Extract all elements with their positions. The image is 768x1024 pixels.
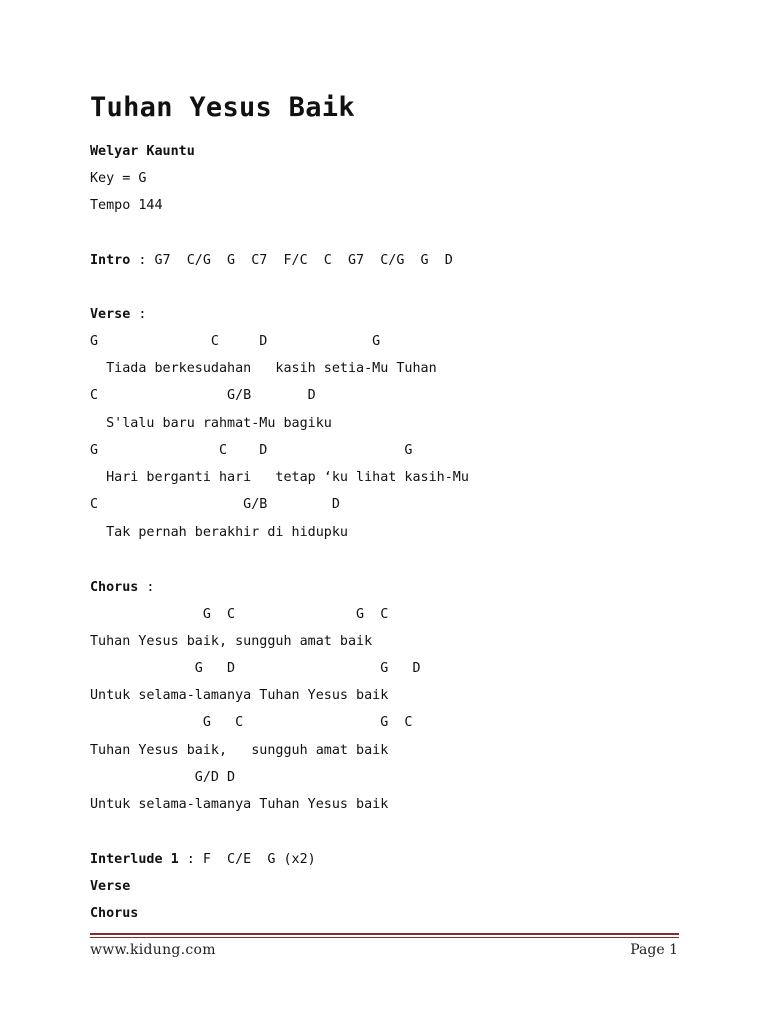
interlude-chords: : F C/E G (x2) xyxy=(178,852,316,867)
verse-chord-line: G C D G xyxy=(90,443,413,458)
verse-colon: : xyxy=(130,307,147,322)
chorus-lyric-line: Untuk selama-lamanya Tuhan Yesus baik xyxy=(90,797,389,812)
footer-site: www.kidung.com xyxy=(90,942,216,958)
verse-lyric-line: Hari berganti hari tetap ‘ku lihat kasih-Mu xyxy=(90,470,469,485)
verse-chord-line: C G/B D xyxy=(90,388,316,403)
chorus-lyric-line: Tuhan Yesus baik, sungguh amat baik xyxy=(90,743,389,758)
chorus-label: Chorus xyxy=(90,580,139,595)
chorus-lyric-line: Tuhan Yesus baik, sungguh amat baik xyxy=(90,634,373,649)
verse-chord-line: G C D G xyxy=(90,334,381,349)
verse-chord-line: C G/B D xyxy=(90,497,340,512)
intro-chords: : G7 C/G G C7 F/C C G7 C/G G D xyxy=(130,253,453,268)
song-title: Tuhan Yesus Baik xyxy=(90,92,355,123)
verse-lyric-line: S'lalu baru rahmat-Mu bagiku xyxy=(90,416,332,431)
chorus-lyric-line: Untuk selama-lamanya Tuhan Yesus baik xyxy=(90,688,389,703)
repeat-chorus-label: Chorus xyxy=(90,906,139,921)
verse-heading xyxy=(90,307,146,323)
song-tempo: Tempo 144 xyxy=(90,198,163,213)
song-key: Key = G xyxy=(90,171,147,186)
interlude-line xyxy=(90,852,316,868)
interlude-label: Interlude 1 xyxy=(90,852,179,867)
footer-rule xyxy=(90,933,679,935)
chorus-colon: : xyxy=(138,580,155,595)
verse-lyric-line: Tak pernah berakhir di hidupku xyxy=(90,525,348,540)
chorus-chord-line: G/D D xyxy=(90,770,236,785)
chorus-chord-line: G C G C xyxy=(90,607,389,622)
verse-label: Verse xyxy=(90,307,131,322)
intro-label: Intro xyxy=(90,253,131,268)
chorus-chord-line: G C G C xyxy=(90,715,413,730)
chorus-heading xyxy=(90,580,155,596)
artist-name: Welyar Kauntu xyxy=(90,144,195,159)
intro-line xyxy=(90,253,453,269)
chorus-chord-line: G D G D xyxy=(90,661,421,676)
verse-lyric-line: Tiada berkesudahan kasih setia-Mu Tuhan xyxy=(90,361,437,376)
footer-page-number: Page 1 xyxy=(630,942,678,958)
footer-rule-thin xyxy=(90,937,679,938)
repeat-verse-label: Verse xyxy=(90,879,131,894)
